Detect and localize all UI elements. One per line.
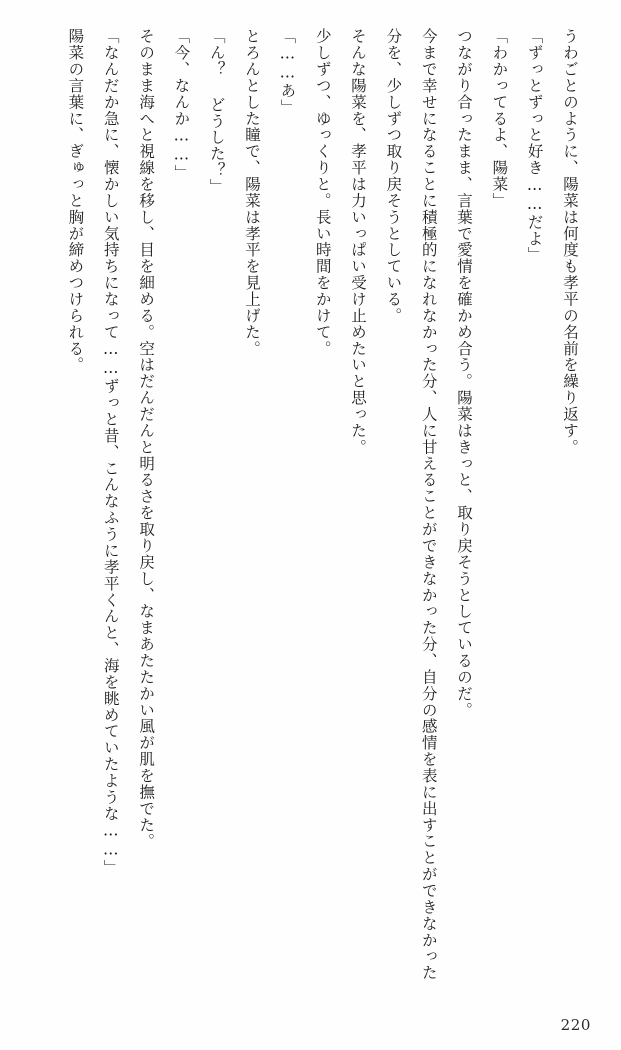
paragraph: 「今、なんか……」 (172, 28, 191, 181)
paragraph: 「……あ」 (278, 28, 297, 116)
paragraph: 「ん？ どうした？」 (207, 28, 226, 195)
paragraph: 少しずつ、ゆっくりと。長い時間をかけて。 (313, 28, 332, 357)
paragraph: そのまま海へと視線を移し、目を細める。空はだんだんと明るさを取り戻し、なまあたたかい風が肌を撫でた。 (137, 28, 156, 850)
paragraph: 陽菜の言葉に、ぎゅっと胸が締めつけられる。 (66, 28, 85, 374)
paragraph: うわごとのように、陽菜は何度も孝平の名前を繰り返す。 (561, 28, 579, 456)
vertical-text-body (27, 28, 587, 988)
paragraph: 「なんだか急に、懐かしい気持ちになって……ずっと昔、こんなふうに孝平くんと、海を眺めていたような……」 (101, 28, 120, 876)
paragraph: 今まで幸せになることに積極的になれなかった分、人に甘えることができなかった分、自分の感情を表に出すことができなかった分を、少しずつ取り戻そうとしている。 (384, 28, 438, 981)
paragraph: そんな陽菜を、孝平は力いっぱい受け止めたいと思った。 (349, 28, 368, 456)
paragraph: 「わかってるよ、陽菜」 (490, 28, 509, 209)
page-number: 220 (560, 1016, 591, 1034)
paragraph: つながり合ったまま、言葉で愛情を確かめ合う。陽菜はきっと、取り戻そうとしているのだ。 (455, 28, 474, 719)
paragraph: とろんとした瞳で、陽菜は孝平を見上げた。 (243, 28, 262, 357)
paragraph: 「ずっとずっと好き……だよ」 (525, 28, 544, 264)
